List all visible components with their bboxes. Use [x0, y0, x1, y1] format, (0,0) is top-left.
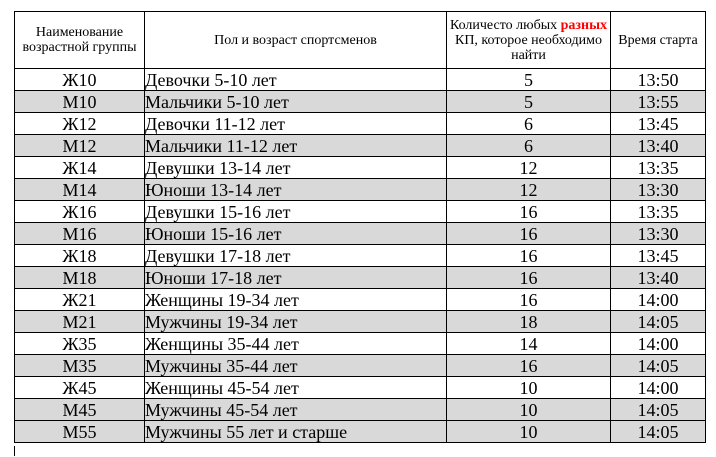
table-row	[15, 179, 706, 201]
table-row	[15, 399, 706, 421]
table-row	[15, 91, 706, 113]
group-code-cell: М21	[15, 311, 145, 333]
group-code-cell: М18	[15, 267, 145, 289]
start-time-cell: 14:00	[611, 289, 706, 311]
group-code-cell: Ж12	[15, 113, 145, 135]
group-code-cell: Ж35	[15, 333, 145, 355]
group-description-cell: Мужчины 35-44 лет	[145, 355, 447, 377]
group-description-cell: Мальчики 11-12 лет	[145, 135, 447, 157]
start-time-cell: 14:05	[611, 311, 706, 333]
start-time-cell: 13:40	[611, 135, 706, 157]
group-description-cell: Девушки 13-14 лет	[145, 157, 447, 179]
start-time-cell: 13:55	[611, 91, 706, 113]
group-description-cell: Девушки 17-18 лет	[145, 245, 447, 267]
table-row	[15, 267, 706, 289]
table-row	[15, 289, 706, 311]
group-description-cell: Мужчины 45-54 лет	[145, 399, 447, 421]
checkpoint-count-cell: 16	[447, 355, 611, 377]
start-time-cell: 13:45	[611, 113, 706, 135]
group-code-cell: Ж16	[15, 201, 145, 223]
table-row	[15, 135, 706, 157]
group-code-cell: М12	[15, 135, 145, 157]
header-sex-age: Пол и возраст спортсменов	[145, 12, 447, 69]
header-count-highlight: разных	[560, 17, 608, 33]
group-code-cell: Ж45	[15, 377, 145, 399]
checkpoint-count-cell: 5	[447, 69, 611, 91]
header-count-post: КП, которое необходимо найти	[454, 32, 602, 63]
start-time-cell: 14:05	[611, 355, 706, 377]
document-cursor-mark	[14, 446, 15, 456]
checkpoint-count-cell: 14	[447, 333, 611, 355]
start-time-cell: 13:30	[611, 179, 706, 201]
table-header-row	[15, 12, 706, 69]
start-time-cell: 14:05	[611, 421, 706, 443]
checkpoint-count-cell: 12	[447, 157, 611, 179]
checkpoint-count-cell: 16	[447, 289, 611, 311]
table-row	[15, 421, 706, 443]
group-description-cell: Мужчины 19-34 лет	[145, 311, 447, 333]
group-description-cell: Юноши 15-16 лет	[145, 223, 447, 245]
start-time-cell: 14:05	[611, 399, 706, 421]
start-time-cell: 13:50	[611, 69, 706, 91]
start-time-cell: 13:35	[611, 157, 706, 179]
group-description-cell: Женщины 19-34 лет	[145, 289, 447, 311]
checkpoint-count-cell: 10	[447, 399, 611, 421]
group-description-cell: Женщины 45-54 лет	[145, 377, 447, 399]
start-time-cell: 13:35	[611, 201, 706, 223]
table-row	[15, 355, 706, 377]
group-description-cell: Женщины 35-44 лет	[145, 333, 447, 355]
checkpoint-count-cell: 16	[447, 245, 611, 267]
table-row	[15, 245, 706, 267]
header-count-pre: Количесто любых	[449, 17, 558, 33]
group-code-cell: М45	[15, 399, 145, 421]
group-code-cell: Ж14	[15, 157, 145, 179]
checkpoint-count-cell: 16	[447, 223, 611, 245]
table-row	[15, 223, 706, 245]
group-code-cell: Ж18	[15, 245, 145, 267]
group-code-cell: Ж21	[15, 289, 145, 311]
header-start-time: Время старта	[611, 12, 706, 69]
group-code-cell: М35	[15, 355, 145, 377]
age-groups-table	[14, 11, 706, 443]
checkpoint-count-cell: 10	[447, 421, 611, 443]
checkpoint-count-cell: 5	[447, 91, 611, 113]
table-row	[15, 113, 706, 135]
table-row	[15, 201, 706, 223]
table-row	[15, 311, 706, 333]
group-description-cell: Девочки 11-12 лет	[145, 113, 447, 135]
group-description-cell: Девушки 15-16 лет	[145, 201, 447, 223]
group-description-cell: Юноши 13-14 лет	[145, 179, 447, 201]
start-time-cell: 13:30	[611, 223, 706, 245]
group-code-cell: М16	[15, 223, 145, 245]
header-checkpoint-count	[447, 12, 611, 69]
table-row	[15, 333, 706, 355]
start-time-cell: 14:00	[611, 333, 706, 355]
document-body	[14, 11, 706, 443]
group-description-cell: Мальчики 5-10 лет	[145, 91, 447, 113]
table-row	[15, 69, 706, 91]
header-group-name: Наименование возрастной группы	[15, 12, 145, 69]
group-code-cell: М14	[15, 179, 145, 201]
group-code-cell: М55	[15, 421, 145, 443]
checkpoint-count-cell: 6	[447, 113, 611, 135]
group-description-cell: Юноши 17-18 лет	[145, 267, 447, 289]
table-row	[15, 377, 706, 399]
checkpoint-count-cell: 12	[447, 179, 611, 201]
start-time-cell: 13:40	[611, 267, 706, 289]
checkpoint-count-cell: 18	[447, 311, 611, 333]
start-time-cell: 14:00	[611, 377, 706, 399]
checkpoint-count-cell: 16	[447, 267, 611, 289]
checkpoint-count-cell: 16	[447, 201, 611, 223]
table-row	[15, 157, 706, 179]
checkpoint-count-cell: 6	[447, 135, 611, 157]
group-description-cell: Девочки 5-10 лет	[145, 69, 447, 91]
group-code-cell: Ж10	[15, 69, 145, 91]
group-code-cell: М10	[15, 91, 145, 113]
start-time-cell: 13:45	[611, 245, 706, 267]
group-description-cell: Мужчины 55 лет и старше	[145, 421, 447, 443]
checkpoint-count-cell: 10	[447, 377, 611, 399]
table-body	[15, 69, 706, 443]
